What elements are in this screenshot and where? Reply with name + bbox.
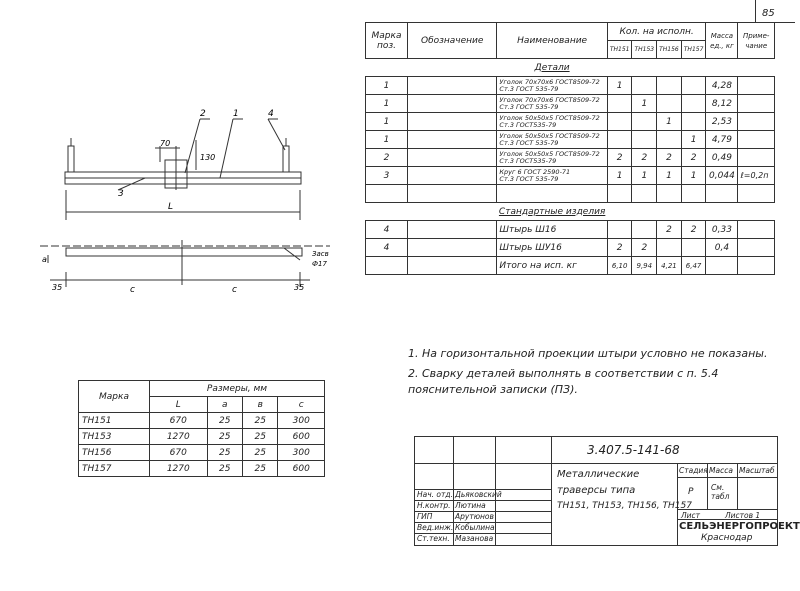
table-row: ТН156 670 25 25 300 bbox=[79, 445, 325, 461]
table-row: 1 Уголок 50х50х5 ГОСТ8509-72 Ст.3 ГОСТ535-79 1 2,53 bbox=[366, 113, 775, 131]
table-row: 1 Уголок 50х50х5 ГОСТ8509-72 Ст.3 ГОСТ 535-79 1 4,79 bbox=[366, 131, 775, 149]
traverse-drawing bbox=[0, 90, 360, 300]
col-designation: Обозначение bbox=[408, 23, 497, 59]
variant-header: ТН156 bbox=[657, 41, 682, 59]
table-row: 2 Уголок 50х50х5 ГОСТ8509-72 Ст.3 ГОСТ535-79 2 2 2 2 0,49 bbox=[366, 149, 775, 167]
title-block: 3.407.5-141-68 Металлические траверсы типа ТН151, ТН153, ТН156, ТН157 Стадия Масса Масштаб Р См. табл Лист Листов 1 СЕЛЬЭНЕРГОПРОЕКТ Краснодар Нач. отд. Дьяковский Н.контр. Лютина ГИП Арутюнов Вед.инж. Кобылина Ст.техн. Мазанова bbox=[414, 436, 778, 546]
note-2: 2. Сварку деталей выполнять в соответствии с п. 5.4 пояснительной записки (ПЗ). bbox=[408, 367, 719, 396]
org-city: Краснодар bbox=[701, 533, 753, 543]
leader-2: 2 bbox=[200, 109, 206, 119]
variant-header: ТН151 bbox=[607, 41, 632, 59]
total-row: Итого на исп. кг 6,10 9,94 4,21 6,47 bbox=[366, 257, 775, 275]
specification-table bbox=[365, 22, 775, 275]
dim-130: 130 bbox=[200, 153, 216, 162]
pin-left bbox=[68, 146, 74, 172]
table-row: ТН151 670 25 25 300 bbox=[79, 413, 325, 429]
table-row: 4 Штырь Ш16 2 2 0,33 bbox=[366, 221, 775, 239]
leader-1: 1 bbox=[233, 109, 239, 119]
note-1: 1. На горизонтальной проекции штыри условно не показаны. bbox=[408, 347, 768, 360]
doc-code: 3.407.5-141-68 bbox=[587, 443, 680, 457]
dim-35-right: 35 bbox=[294, 283, 305, 292]
dim-70: 70 bbox=[160, 139, 171, 148]
table-row: ТН157 1270 25 25 600 bbox=[79, 461, 325, 477]
col-name: Наименование bbox=[497, 23, 607, 59]
frame-tick bbox=[755, 0, 756, 22]
table-row: 3 Круг 6 ГОСТ 2590-71 Ст.3 ГОСТ 535-79 1 1 1 1 0,044 ℓ=0,2п bbox=[366, 167, 775, 185]
leader-4: 4 bbox=[268, 109, 274, 119]
notes bbox=[408, 346, 768, 402]
table-row: 1 Уголок 70х70х6 ГОСТ8509-72 Ст.3 ГОСТ 535-79 1 8,12 bbox=[366, 95, 775, 113]
sizes-table: Марка Размеры, мм L a в c ТН151 670 25 25 300 ТН153 1270 25 25 600 ТН156 670 25 25 300 ТН157 1270 25 25 600 bbox=[78, 380, 325, 477]
table-row: ТН153 1270 25 25 600 bbox=[79, 429, 325, 445]
title-l2: траверсы типа bbox=[557, 485, 636, 496]
col-mark: Марка поз. bbox=[366, 23, 408, 59]
section-parts: Детали bbox=[497, 59, 607, 77]
col-mass: Масса ед., кг bbox=[706, 23, 738, 59]
title-l1: Металлические bbox=[557, 469, 640, 480]
org-name: СЕЛЬЭНЕРГОПРОЕКТ bbox=[679, 521, 800, 532]
weld-label: Засв bbox=[312, 250, 329, 258]
sheet-number: 85 bbox=[762, 8, 775, 19]
variant-header: ТН153 bbox=[632, 41, 657, 59]
dim-c-left: c bbox=[130, 285, 135, 295]
sizes-title: Размеры, мм bbox=[150, 381, 325, 397]
col-note: Приме- чание bbox=[738, 23, 775, 59]
col-qty: Кол. на исполн. bbox=[607, 23, 706, 41]
dim-L: L bbox=[168, 202, 174, 212]
plan-beam bbox=[66, 248, 302, 256]
sizes-col-mark: Марка bbox=[79, 381, 150, 413]
pin-right bbox=[283, 146, 289, 172]
dim-c-right: c bbox=[232, 285, 237, 295]
leader-3: 3 bbox=[118, 189, 124, 199]
title-l3: ТН151, ТН153, ТН156, ТН157 bbox=[557, 501, 692, 511]
section-standard: Стандартные изделия bbox=[497, 203, 607, 221]
variant-header: ТН157 bbox=[681, 41, 706, 59]
dim-a: a bbox=[42, 255, 47, 264]
dim-35-left: 35 bbox=[52, 283, 63, 292]
table-row: 4 Штырь ШУ16 2 2 0,4 bbox=[366, 239, 775, 257]
table-row: 1 Уголок 70х70х6 ГОСТ8509-72 Ст.3 ГОСТ 535-79 1 4,28 bbox=[366, 77, 775, 95]
weld-sub: Ф17 bbox=[312, 260, 327, 268]
